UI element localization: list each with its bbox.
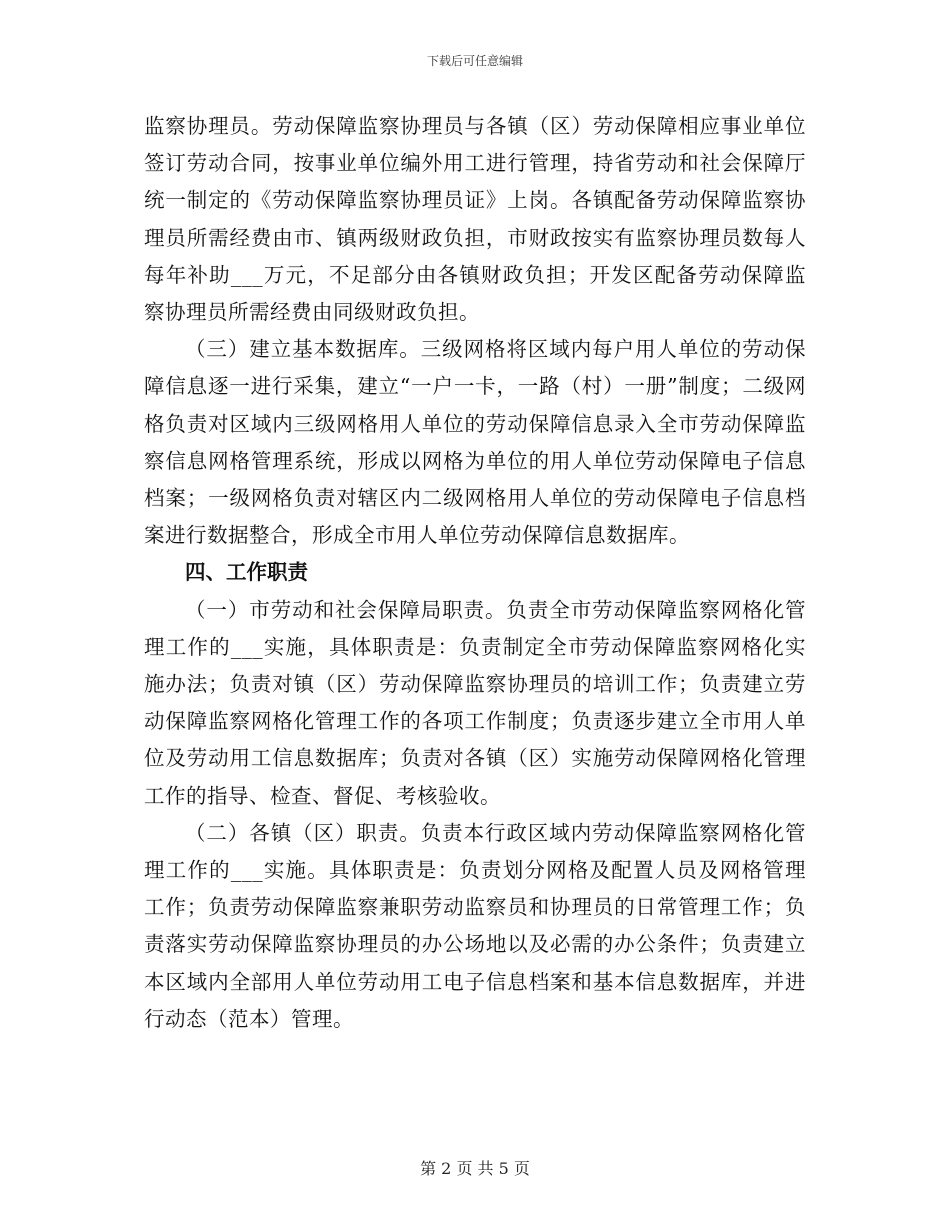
paragraph-inspector-funding: 监察协理员。劳动保障监察协理员与各镇（区）劳动保障相应事业单位签订劳动合同，按事业单位编外用工进行管理，持省劳动和社会保障厅统一制定的《劳动保障监察协理员证》上岗。各镇配备劳动保障监察协理员所需经费由市、镇两级财政负担，市财政按实有监察协理员数每人每年补助___万元，不足部分由各镇财政负担；开发区配备劳动保障监察协理员所需经费由同级财政负担。: [144, 114, 806, 325]
page-footer: 第 2 页 共 5 页: [420, 1159, 530, 1178]
document-body: [144, 108, 806, 1038]
section-heading-responsibilities: 四、工作职责: [185, 560, 308, 585]
page-header: 下载后可任意编辑: [426, 54, 523, 68]
paragraph-basic-database: （三）建立基本数据库。三级网格将区域内每户用人单位的劳动保障信息逐一进行采集，建立“一户一卡，一路（村）一册”制度；二级网格负责对区域内三级网格用人单位的劳动保障信息录入全市劳动保障监察信息网格管理系统，形成以网格为单位的用人单位劳动保障电子信息档案；一级网格负责对辖区内二级网格用人单位的劳动保障电子信息档案进行数据整合，形成全市用人单位劳动保障信息数据库。: [144, 337, 806, 548]
paragraph-city-bureau-duties: （一）市劳动和社会保障局职责。负责全市劳动保障监察网格化管理工作的___实施，具体职责是：负责制定全市劳动保障监察网格化实施办法；负责对镇（区）劳动保障监察协理员的培训工作；负责建立劳动保障监察网格化管理工作的各项工作制度；负责逐步建立全市用人单位及劳动用工信息数据库；负责对各镇（区）实施劳动保障网格化管理工作的指导、检查、督促、考核验收。: [144, 597, 806, 808]
paragraph-town-duties: （二）各镇（区）职责。负责本行政区域内劳动保障监察网格化管理工作的___实施。具体职责是：负责划分网格及配置人员及网格管理工作；负责劳动保障监察兼职劳动监察员和协理员的日常管理工作；负责落实劳动保障监察协理员的办公场地以及必需的办公条件；负责建立本区域内全部用人单位劳动用工电子信息档案和基本信息数据库，并进行动态（范本）管理。: [144, 820, 806, 1031]
